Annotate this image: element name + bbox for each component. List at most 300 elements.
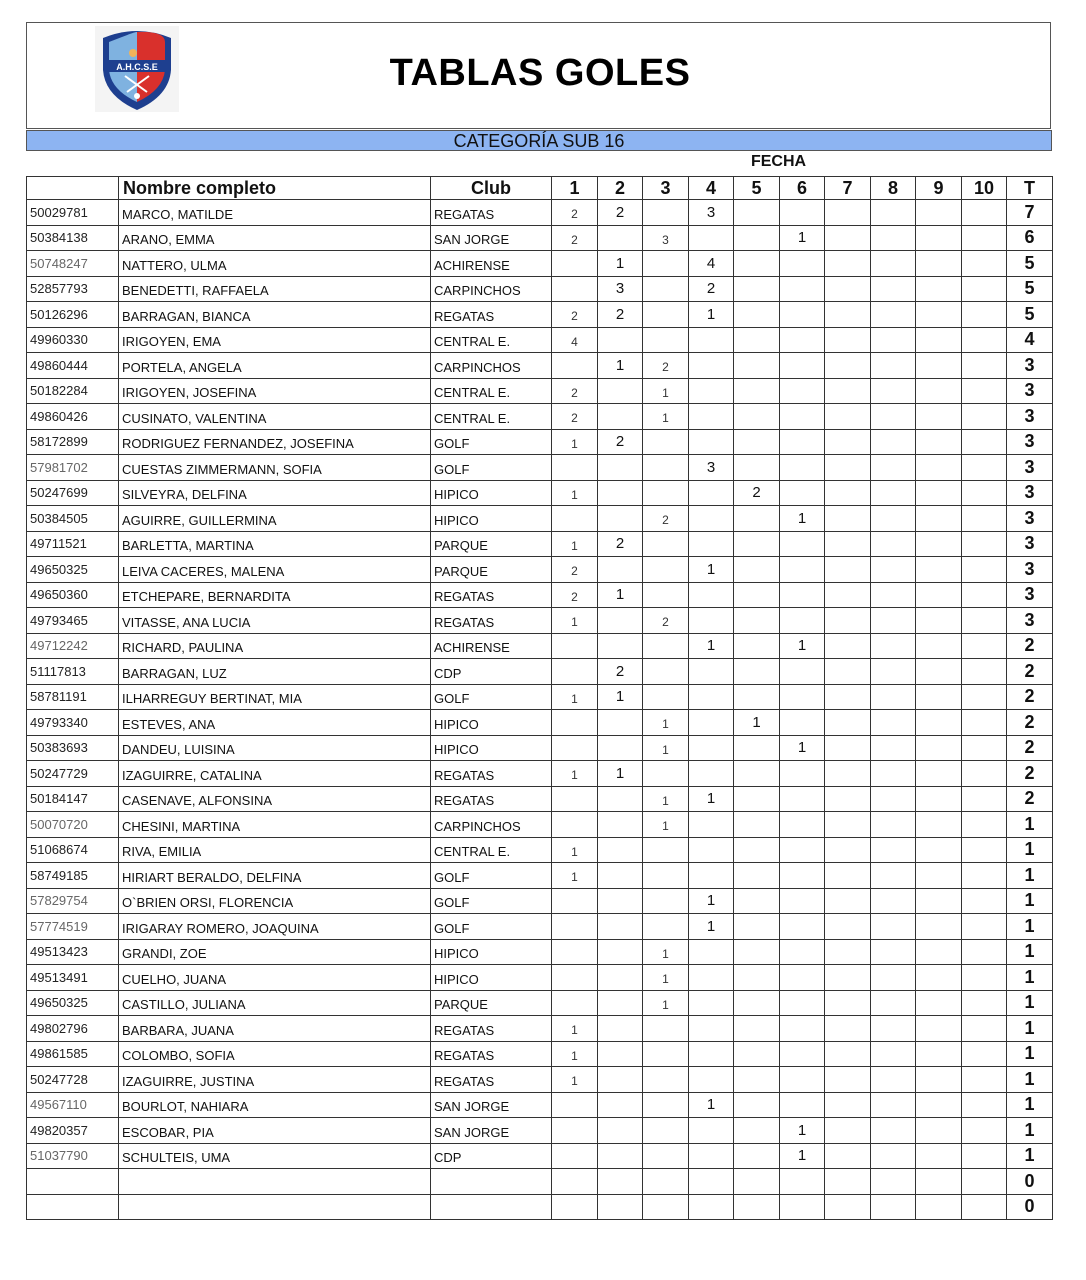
player-club: HIPICO — [431, 506, 552, 532]
goals-date-9 — [916, 582, 962, 608]
goals-date-5 — [734, 914, 780, 940]
goals-date-6 — [780, 1092, 825, 1118]
header-total: T — [1007, 177, 1053, 200]
goals-date-4 — [689, 761, 734, 787]
player-name: ETCHEPARE, BERNARDITA — [119, 582, 431, 608]
table-row — [27, 1092, 1053, 1118]
table-row — [27, 684, 1053, 710]
goals-date-1: 1 — [552, 608, 598, 634]
goals-date-5 — [734, 837, 780, 863]
goals-date-2 — [598, 914, 643, 940]
goals-date-3 — [643, 1016, 689, 1042]
goals-date-1: 1 — [552, 531, 598, 557]
goals-date-3 — [643, 633, 689, 659]
player-name: ILHARREGUY BERTINAT, MIA — [119, 684, 431, 710]
goals-date-5 — [734, 429, 780, 455]
goals-date-10 — [962, 761, 1007, 787]
goals-date-3 — [643, 863, 689, 889]
player-id: 50070720 — [27, 812, 119, 838]
goals-date-8 — [871, 251, 916, 277]
goals-date-5 — [734, 633, 780, 659]
goals-date-10 — [962, 404, 1007, 430]
goals-date-3 — [643, 914, 689, 940]
goals-date-10 — [962, 200, 1007, 226]
player-club: GOLF — [431, 684, 552, 710]
player-club: GOLF — [431, 455, 552, 481]
goals-date-7 — [825, 404, 871, 430]
goals-date-1 — [552, 735, 598, 761]
player-club: REGATAS — [431, 582, 552, 608]
player-club: CDP — [431, 1143, 552, 1169]
goals-date-6 — [780, 608, 825, 634]
goals-date-3 — [643, 276, 689, 302]
goals-date-6 — [780, 710, 825, 736]
player-total: 1 — [1007, 939, 1053, 965]
player-name: PORTELA, ANGELA — [119, 353, 431, 379]
player-name: NATTERO, ULMA — [119, 251, 431, 277]
goals-date-2 — [598, 735, 643, 761]
table-row — [27, 1067, 1053, 1093]
goals-date-3 — [643, 1143, 689, 1169]
goals-date-9 — [916, 1067, 962, 1093]
header-name: Nombre completo — [119, 177, 431, 200]
goals-date-7 — [825, 327, 871, 353]
goals-date-1: 4 — [552, 327, 598, 353]
player-total: 3 — [1007, 608, 1053, 634]
goals-date-6 — [780, 659, 825, 685]
goals-date-2: 3 — [598, 276, 643, 302]
goals-date-10 — [962, 965, 1007, 991]
goals-date-5 — [734, 557, 780, 583]
table-row — [27, 302, 1053, 328]
goals-date-9 — [916, 863, 962, 889]
goals-date-8 — [871, 608, 916, 634]
goals-date-6 — [780, 990, 825, 1016]
header-date-4: 4 — [689, 177, 734, 200]
goals-date-9 — [916, 302, 962, 328]
player-club — [431, 1169, 552, 1195]
player-total: 2 — [1007, 659, 1053, 685]
goals-date-3 — [643, 1092, 689, 1118]
player-total: 6 — [1007, 225, 1053, 251]
goals-date-7 — [825, 1016, 871, 1042]
goals-date-4: 1 — [689, 786, 734, 812]
goals-date-8 — [871, 812, 916, 838]
player-name: BARRAGAN, LUZ — [119, 659, 431, 685]
player-name: ARANO, EMMA — [119, 225, 431, 251]
player-club: CENTRAL E. — [431, 404, 552, 430]
player-club: PARQUE — [431, 531, 552, 557]
table-row — [27, 914, 1053, 940]
goals-date-10 — [962, 1041, 1007, 1067]
table-row — [27, 659, 1053, 685]
goals-date-4 — [689, 327, 734, 353]
goals-date-8 — [871, 710, 916, 736]
goals-date-10 — [962, 812, 1007, 838]
goals-date-3 — [643, 557, 689, 583]
table-row — [27, 1016, 1053, 1042]
goals-date-10 — [962, 710, 1007, 736]
player-total: 3 — [1007, 480, 1053, 506]
goals-date-8 — [871, 404, 916, 430]
goals-date-5 — [734, 1169, 780, 1195]
goals-date-6 — [780, 455, 825, 481]
goals-date-1 — [552, 633, 598, 659]
player-id: 49793465 — [27, 608, 119, 634]
goals-date-10 — [962, 786, 1007, 812]
goals-date-2 — [598, 1016, 643, 1042]
goals-date-3 — [643, 200, 689, 226]
goals-date-2 — [598, 1169, 643, 1195]
header-date-8: 8 — [871, 177, 916, 200]
player-club: REGATAS — [431, 1067, 552, 1093]
goals-date-2 — [598, 225, 643, 251]
table-row — [27, 965, 1053, 991]
player-club: HIPICO — [431, 710, 552, 736]
goals-date-9 — [916, 531, 962, 557]
goals-date-9 — [916, 1041, 962, 1067]
table-row — [27, 863, 1053, 889]
goals-date-3 — [643, 429, 689, 455]
player-name: IZAGUIRRE, CATALINA — [119, 761, 431, 787]
goals-date-6 — [780, 582, 825, 608]
player-id: 57829754 — [27, 888, 119, 914]
goals-date-9 — [916, 735, 962, 761]
goals-date-9 — [916, 914, 962, 940]
goals-date-4 — [689, 1041, 734, 1067]
table-row — [27, 812, 1053, 838]
goals-date-3: 1 — [643, 786, 689, 812]
table-row — [27, 531, 1053, 557]
goals-date-10 — [962, 455, 1007, 481]
goals-date-10 — [962, 735, 1007, 761]
goals-date-5 — [734, 225, 780, 251]
goals-date-10 — [962, 837, 1007, 863]
player-total: 2 — [1007, 761, 1053, 787]
player-id: 58781191 — [27, 684, 119, 710]
player-id: 50247729 — [27, 761, 119, 787]
goals-date-1: 1 — [552, 1067, 598, 1093]
goals-date-2 — [598, 455, 643, 481]
goals-date-1 — [552, 1143, 598, 1169]
goals-date-2 — [598, 1067, 643, 1093]
player-name: IRIGOYEN, JOSEFINA — [119, 378, 431, 404]
goals-date-3 — [643, 1041, 689, 1067]
goals-date-10 — [962, 557, 1007, 583]
goals-date-6: 1 — [780, 225, 825, 251]
player-id: 49513491 — [27, 965, 119, 991]
goals-date-1: 1 — [552, 429, 598, 455]
goals-date-9 — [916, 710, 962, 736]
goals-date-7 — [825, 633, 871, 659]
goals-date-9 — [916, 888, 962, 914]
player-total: 2 — [1007, 684, 1053, 710]
player-id: 49861585 — [27, 1041, 119, 1067]
player-id: 49802796 — [27, 1016, 119, 1042]
goals-date-4 — [689, 582, 734, 608]
player-club: CARPINCHOS — [431, 353, 552, 379]
goals-date-8 — [871, 888, 916, 914]
player-id: 51037790 — [27, 1143, 119, 1169]
player-name: SCHULTEIS, UMA — [119, 1143, 431, 1169]
goals-date-1 — [552, 659, 598, 685]
player-total: 2 — [1007, 735, 1053, 761]
player-club: HIPICO — [431, 965, 552, 991]
goals-date-6 — [780, 1194, 825, 1220]
goals-date-10 — [962, 1118, 1007, 1144]
goals-date-10 — [962, 1169, 1007, 1195]
goals-date-1: 1 — [552, 761, 598, 787]
player-id: 58172899 — [27, 429, 119, 455]
goals-date-6 — [780, 200, 825, 226]
player-name: ESTEVES, ANA — [119, 710, 431, 736]
goals-date-4 — [689, 531, 734, 557]
ahcse-logo — [95, 26, 179, 112]
goals-date-8 — [871, 965, 916, 991]
table-row — [27, 582, 1053, 608]
goals-date-2: 2 — [598, 531, 643, 557]
player-name: AGUIRRE, GUILLERMINA — [119, 506, 431, 532]
goals-date-6 — [780, 302, 825, 328]
goals-date-1 — [552, 939, 598, 965]
goals-table — [26, 176, 1053, 1220]
goals-date-6 — [780, 531, 825, 557]
player-total: 1 — [1007, 812, 1053, 838]
player-name: RIVA, EMILIA — [119, 837, 431, 863]
goals-date-2 — [598, 965, 643, 991]
goals-date-7 — [825, 939, 871, 965]
goals-date-8 — [871, 353, 916, 379]
table-row — [27, 429, 1053, 455]
goals-date-4 — [689, 480, 734, 506]
goals-date-2: 1 — [598, 251, 643, 277]
player-club: GOLF — [431, 888, 552, 914]
goals-date-2 — [598, 1118, 643, 1144]
goals-date-1 — [552, 276, 598, 302]
goals-date-8 — [871, 302, 916, 328]
goals-date-6 — [780, 888, 825, 914]
goals-date-2: 1 — [598, 684, 643, 710]
goals-date-2: 2 — [598, 659, 643, 685]
table-row — [27, 1118, 1053, 1144]
player-club: REGATAS — [431, 1041, 552, 1067]
goals-date-10 — [962, 1194, 1007, 1220]
goals-date-5 — [734, 761, 780, 787]
player-name: LEIVA CACERES, MALENA — [119, 557, 431, 583]
goals-date-6: 1 — [780, 633, 825, 659]
goals-date-9 — [916, 327, 962, 353]
player-total: 1 — [1007, 888, 1053, 914]
goals-date-7 — [825, 353, 871, 379]
goals-date-6 — [780, 276, 825, 302]
goals-date-1: 2 — [552, 378, 598, 404]
player-total: 3 — [1007, 582, 1053, 608]
goals-date-2 — [598, 404, 643, 430]
goals-date-1: 2 — [552, 225, 598, 251]
player-name: HIRIART BERALDO, DELFINA — [119, 863, 431, 889]
goals-date-4 — [689, 404, 734, 430]
goals-date-5 — [734, 506, 780, 532]
player-total: 1 — [1007, 1041, 1053, 1067]
goals-date-6 — [780, 353, 825, 379]
player-club: HIPICO — [431, 735, 552, 761]
fecha-label: FECHA — [750, 153, 807, 170]
table-row — [27, 353, 1053, 379]
player-club: REGATAS — [431, 761, 552, 787]
player-name: RODRIGUEZ FERNANDEZ, JOSEFINA — [119, 429, 431, 455]
goals-date-9 — [916, 429, 962, 455]
goals-date-6 — [780, 1016, 825, 1042]
goals-date-6 — [780, 761, 825, 787]
goals-date-7 — [825, 582, 871, 608]
goals-date-8 — [871, 1169, 916, 1195]
goals-date-1: 2 — [552, 200, 598, 226]
goals-date-2 — [598, 812, 643, 838]
goals-date-6 — [780, 557, 825, 583]
player-name: O`BRIEN ORSI, FLORENCIA — [119, 888, 431, 914]
goals-date-1: 1 — [552, 684, 598, 710]
player-total: 7 — [1007, 200, 1053, 226]
goals-date-3 — [643, 582, 689, 608]
goals-date-6 — [780, 939, 825, 965]
goals-date-7 — [825, 1092, 871, 1118]
goals-date-4 — [689, 710, 734, 736]
goals-date-4 — [689, 1194, 734, 1220]
page-title: TABLAS GOLES — [389, 52, 691, 94]
player-total: 5 — [1007, 276, 1053, 302]
goals-date-2 — [598, 1194, 643, 1220]
goals-date-8 — [871, 480, 916, 506]
goals-date-1: 1 — [552, 837, 598, 863]
goals-date-5 — [734, 1194, 780, 1220]
player-id: 49650360 — [27, 582, 119, 608]
goals-date-4 — [689, 659, 734, 685]
player-id: 57981702 — [27, 455, 119, 481]
goals-date-6: 1 — [780, 1118, 825, 1144]
goals-date-9 — [916, 251, 962, 277]
goals-date-2 — [598, 557, 643, 583]
goals-date-5 — [734, 990, 780, 1016]
player-total: 2 — [1007, 710, 1053, 736]
player-name: BARBARA, JUANA — [119, 1016, 431, 1042]
goals-date-4: 2 — [689, 276, 734, 302]
goals-date-10 — [962, 302, 1007, 328]
goals-date-4 — [689, 353, 734, 379]
goals-date-3 — [643, 302, 689, 328]
goals-date-10 — [962, 225, 1007, 251]
goals-date-2 — [598, 378, 643, 404]
goals-date-5 — [734, 200, 780, 226]
goals-date-7 — [825, 1118, 871, 1144]
goals-date-7 — [825, 455, 871, 481]
goals-date-10 — [962, 531, 1007, 557]
goals-date-6 — [780, 684, 825, 710]
goals-date-4: 4 — [689, 251, 734, 277]
player-id: 49567110 — [27, 1092, 119, 1118]
player-total: 1 — [1007, 1016, 1053, 1042]
player-club: SAN JORGE — [431, 1118, 552, 1144]
goals-date-1: 2 — [552, 557, 598, 583]
goals-date-10 — [962, 990, 1007, 1016]
player-total: 1 — [1007, 914, 1053, 940]
goals-date-9 — [916, 1169, 962, 1195]
goals-date-10 — [962, 327, 1007, 353]
goals-date-3 — [643, 1169, 689, 1195]
goals-date-4 — [689, 965, 734, 991]
goals-date-9 — [916, 608, 962, 634]
goals-date-6 — [780, 327, 825, 353]
player-total: 0 — [1007, 1194, 1053, 1220]
player-name: COLOMBO, SOFIA — [119, 1041, 431, 1067]
goals-date-6: 1 — [780, 735, 825, 761]
player-id: 52857793 — [27, 276, 119, 302]
player-total: 4 — [1007, 327, 1053, 353]
goals-date-9 — [916, 837, 962, 863]
player-name: SILVEYRA, DELFINA — [119, 480, 431, 506]
goals-date-3: 1 — [643, 735, 689, 761]
goals-date-4: 3 — [689, 200, 734, 226]
goals-date-3: 1 — [643, 939, 689, 965]
goals-date-3: 3 — [643, 225, 689, 251]
goals-date-5 — [734, 378, 780, 404]
table-row — [27, 200, 1053, 226]
player-total: 0 — [1007, 1169, 1053, 1195]
goals-date-9 — [916, 1016, 962, 1042]
goals-date-9 — [916, 276, 962, 302]
player-id: 51117813 — [27, 659, 119, 685]
goals-date-1 — [552, 455, 598, 481]
goals-date-1: 2 — [552, 404, 598, 430]
player-name: GRANDI, ZOE — [119, 939, 431, 965]
goals-date-4: 3 — [689, 455, 734, 481]
goals-date-10 — [962, 1143, 1007, 1169]
goals-date-8 — [871, 1092, 916, 1118]
player-club — [431, 1194, 552, 1220]
header-date-3: 3 — [643, 177, 689, 200]
goals-date-9 — [916, 684, 962, 710]
goals-date-8 — [871, 378, 916, 404]
goals-date-5 — [734, 1016, 780, 1042]
player-name: CUELHO, JUANA — [119, 965, 431, 991]
player-name: RICHARD, PAULINA — [119, 633, 431, 659]
goals-date-1 — [552, 1194, 598, 1220]
goals-date-7 — [825, 863, 871, 889]
goals-date-10 — [962, 353, 1007, 379]
goals-date-1: 1 — [552, 863, 598, 889]
player-name: BARRAGAN, BIANCA — [119, 302, 431, 328]
header-date-2: 2 — [598, 177, 643, 200]
goals-date-2: 2 — [598, 429, 643, 455]
category-bar: CATEGORÍA SUB 16 — [26, 130, 1052, 151]
goals-date-7 — [825, 684, 871, 710]
goals-date-7 — [825, 965, 871, 991]
player-club: GOLF — [431, 429, 552, 455]
goals-date-8 — [871, 659, 916, 685]
goals-date-4 — [689, 1143, 734, 1169]
goals-date-6 — [780, 786, 825, 812]
table-body — [27, 200, 1053, 1220]
goals-date-6 — [780, 863, 825, 889]
player-id: 51068674 — [27, 837, 119, 863]
player-id — [27, 1169, 119, 1195]
table-row — [27, 378, 1053, 404]
goals-date-7 — [825, 531, 871, 557]
goals-date-5 — [734, 1067, 780, 1093]
goals-date-3 — [643, 455, 689, 481]
goals-date-5 — [734, 939, 780, 965]
goals-date-5 — [734, 455, 780, 481]
table-row — [27, 761, 1053, 787]
